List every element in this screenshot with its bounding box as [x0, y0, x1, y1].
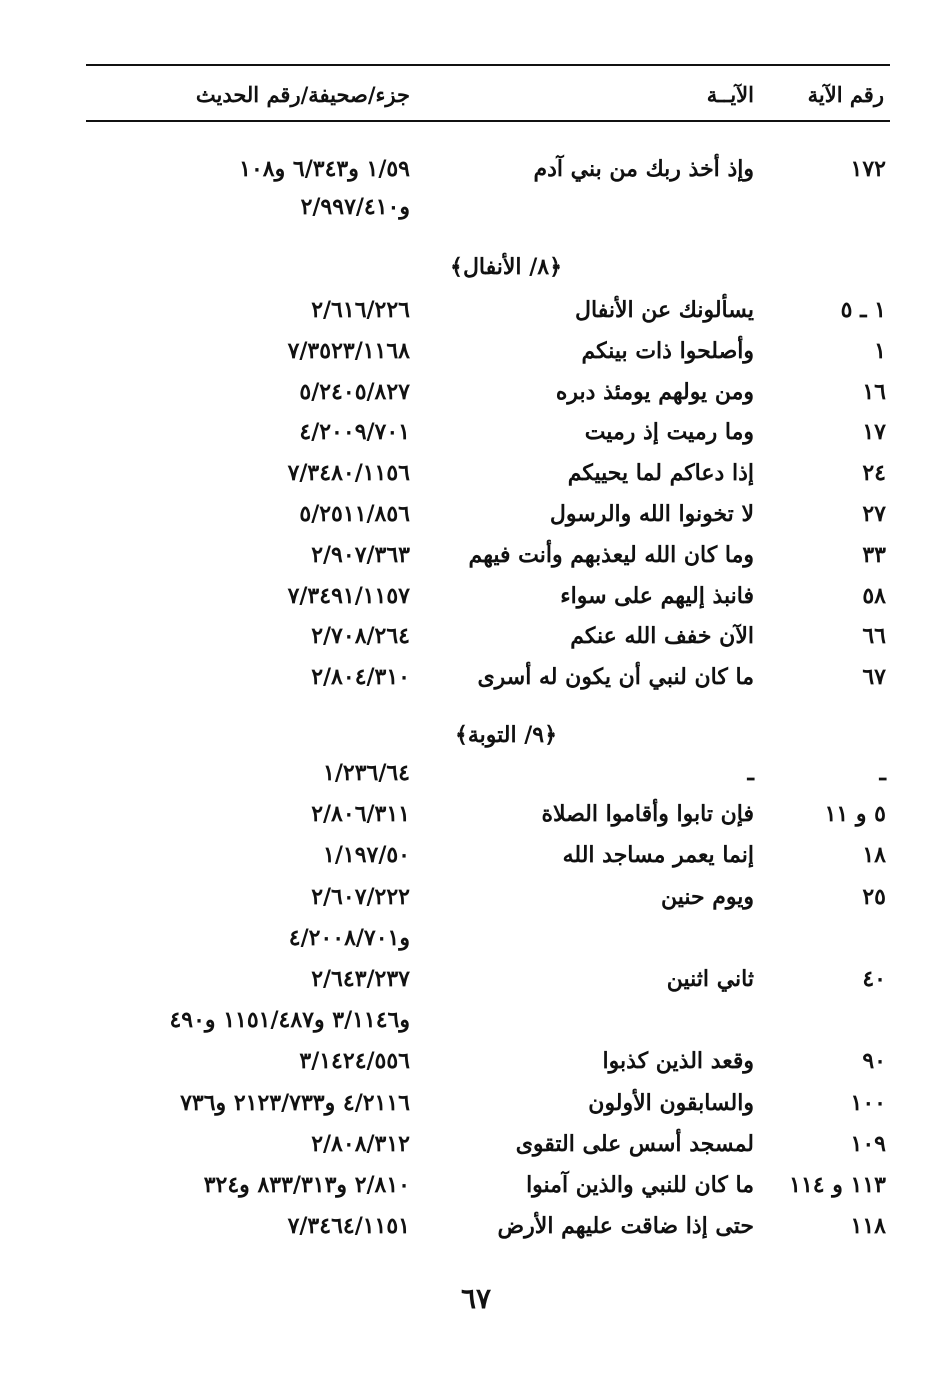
index-row [0, 1131, 952, 1171]
hadith-reference: ٢/٦٠٧/٢٢٢ [311, 883, 410, 910]
hadith-reference: ٢/٨٠٨/٣١٢ [311, 1130, 410, 1157]
header-rule [86, 120, 890, 122]
index-row [0, 501, 952, 541]
index-row [0, 460, 952, 500]
index-row [0, 156, 952, 196]
header-reference: جزء/صحيفة/رقم الحديث [195, 82, 410, 107]
verse-text: ـ [747, 760, 754, 786]
top-rule [86, 64, 890, 66]
verse-number: ٢٧ [862, 501, 886, 527]
index-row [0, 801, 952, 841]
header-verse: الآيــة [706, 82, 754, 107]
verse-number: ١ ـ ٥ [840, 297, 886, 323]
index-row [0, 297, 952, 337]
verse-text: ومن يولهم يومئذ دبره [555, 378, 754, 405]
index-row [0, 583, 952, 623]
verse-text: الآن خفف الله عنكم [570, 623, 754, 650]
header-verse-number: رقم الآية [807, 82, 884, 107]
index-row [0, 419, 952, 459]
index-row [0, 925, 952, 965]
index-row [0, 542, 952, 582]
index-row [0, 1090, 952, 1130]
verse-text: والسابقون الأولون [588, 1089, 754, 1116]
verse-number: ٢٤ [862, 460, 886, 487]
verse-text: وأصلحوا ذات بينكم [581, 337, 754, 364]
verse-text: إنما يعمر مساجد الله [562, 842, 754, 869]
verse-number: ٩٠ [862, 1048, 886, 1075]
index-row-continuation [0, 194, 952, 234]
index-row [0, 884, 952, 924]
page-number: ٦٧ [460, 1282, 492, 1315]
verse-text: لا تخونوا الله والرسول [549, 501, 754, 527]
verse-number: ١١٣ و ١١٤ [789, 1172, 886, 1198]
index-row [0, 1007, 952, 1047]
index-row [0, 1213, 952, 1253]
index-row [0, 338, 952, 378]
verse-number: ١٦ [862, 378, 886, 405]
index-row [0, 1172, 952, 1212]
hadith-reference: ٧/٣٤٨٠/١١٥٦ [287, 460, 410, 487]
verse-text: ثاني اثنين [666, 966, 754, 992]
verse-text: حتى إذا ضاقت عليهم الأرض [497, 1213, 754, 1240]
verse-text: إذا دعاكم لما يحييكم [567, 460, 754, 487]
hadith-reference: ٢/٦١٦/٢٢٦ [311, 297, 410, 323]
verse-number: ٥٨ [862, 582, 886, 609]
hadith-reference: ١/٥٩ و٦/٣٤٣ و١٠٨ [239, 156, 410, 182]
verse-text: ما كان لنبي أن يكون له أسرى [477, 664, 754, 691]
verse-number: ٣٣ [862, 541, 886, 568]
verse-number: ١٧٢ [850, 156, 886, 182]
hadith-reference: ٢/٨٠٦/٣١١ [311, 801, 410, 828]
hadith-reference: و٤/٢٠٠٨/٧٠١ [288, 924, 410, 951]
verse-number: ٢٥ [862, 883, 886, 910]
verse-number: ٦٧ [862, 664, 886, 691]
index-row [0, 760, 952, 800]
index-row [0, 966, 952, 1006]
hadith-reference: ٥/٢٥١١/٨٥٦ [299, 501, 410, 527]
verse-number: ١٠٠ [850, 1089, 886, 1116]
hadith-reference: ٢/٦٤٣/٢٣٧ [311, 966, 410, 992]
verse-text: وما كان الله ليعذبهم وأنت فيهم [468, 541, 754, 568]
index-row [0, 379, 952, 419]
verse-number: ١ [874, 337, 886, 364]
hadith-reference: ٢/٧٠٨/٢٦٤ [311, 623, 410, 650]
index-row [0, 623, 952, 663]
hadith-reference: ٤/٢٠٠٩/٧٠١ [299, 419, 410, 446]
verse-text: ما كان للنبي والذين آمنوا [526, 1172, 754, 1198]
hadith-reference: ٧/٣٤٦٤/١١٥١ [287, 1213, 410, 1240]
hadith-reference: و٣/١١٤٦ و١١٥١/٤٨٧ و٤٩٠ [169, 1007, 410, 1034]
hadith-reference: ٧/٣٥٢٣/١١٦٨ [287, 337, 410, 364]
surah-heading-tawbah: ﴿٩/ التوبة﴾ [454, 722, 558, 748]
verse-number: ٥ و ١١ [824, 801, 886, 828]
surah-heading-anfal: ﴿٨/ الأنفال﴾ [450, 254, 562, 280]
verse-number: ١١٨ [850, 1213, 886, 1240]
verse-text: وقعد الذين كذبوا [602, 1048, 754, 1075]
hadith-reference: و٢/٩٩٧/٤١٠ [300, 194, 410, 220]
verse-text: وما رميت إذ رميت [584, 419, 754, 446]
hadith-reference: ٢/٨١٠ و٨٣٣/٣١٣ و٣٢٤ [203, 1172, 410, 1198]
hadith-reference: ٢/٩٠٧/٣٦٣ [311, 541, 410, 568]
hadith-reference: ٥/٢٤٠٥/٨٢٧ [299, 378, 410, 405]
index-row [0, 842, 952, 882]
verse-text: فإن تابوا وأقاموا الصلاة [541, 801, 754, 828]
hadith-reference: ١/١٩٧/٥٠ [323, 842, 410, 869]
verse-number: ٤٠ [862, 966, 886, 992]
verse-text: يسألونك عن الأنفال [575, 297, 754, 323]
hadith-reference: ٧/٣٤٩١/١١٥٧ [287, 582, 410, 609]
hadith-reference: ٤/٢١١٦ و٢١٢٣/٧٣٣ و٧٣٦ [180, 1089, 410, 1116]
index-row [0, 1048, 952, 1088]
verse-number: ١٧ [862, 419, 886, 446]
verse-number: ١٠٩ [850, 1130, 886, 1157]
verse-text: ويوم حنين [660, 883, 754, 910]
hadith-reference: ٢/٨٠٤/٣١٠ [311, 664, 410, 691]
hadith-reference: ١/٢٣٦/٦٤ [323, 760, 410, 786]
verse-number: ٦٦ [862, 623, 886, 650]
verse-text: فانبذ إليهم على سواء [560, 582, 754, 609]
verse-number: ـ [879, 760, 886, 786]
verse-text: وإذ أخذ ربك من بني آدم [533, 156, 754, 182]
index-row [0, 664, 952, 704]
hadith-reference: ٣/١٤٢٤/٥٥٦ [299, 1048, 410, 1075]
verse-number: ١٨ [862, 842, 886, 869]
verse-text: لمسجد أسس على التقوى [515, 1130, 754, 1157]
